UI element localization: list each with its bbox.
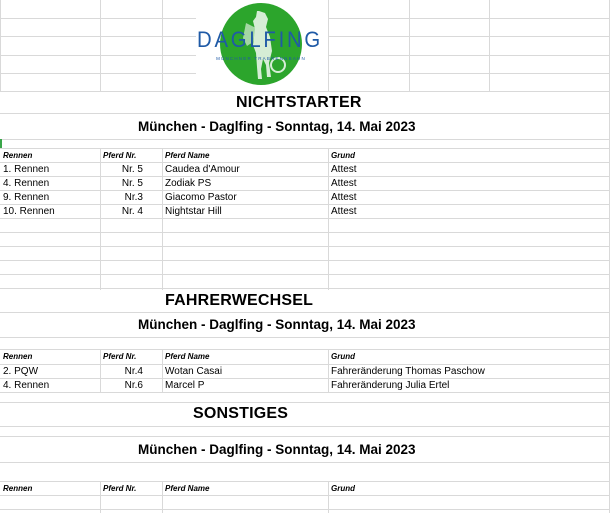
section-subtitle-sonstiges: München - Daglfing - Sonntag, 14. Mai 2023 (138, 442, 416, 457)
cell-grund[interactable]: Attest (331, 164, 357, 175)
section-title-nichtstarter: NICHTSTARTER (236, 94, 362, 111)
col-header-pferd-name: Pferd Name (165, 484, 210, 493)
cell-rennen[interactable]: 2. PQW (3, 366, 39, 377)
col-header-grund: Grund (331, 352, 355, 361)
col-header-pferd-name: Pferd Name (165, 352, 210, 361)
logo-wordmark: DAGLFING (197, 27, 323, 52)
section-title-sonstiges: SONSTIGES (193, 405, 289, 422)
section-subtitle-fahrerwechsel: München - Daglfing - Sonntag, 14. Mai 2023 (138, 317, 416, 332)
col-header-rennen: Rennen (3, 151, 33, 160)
cell-rennen[interactable]: 10. Rennen (3, 206, 55, 217)
col-header-grund: Grund (331, 484, 355, 493)
section-title-fahrerwechsel: FAHRERWECHSEL (165, 292, 314, 309)
cell-pferd-nr[interactable]: Nr.3 (124, 192, 143, 203)
cell-pferd-name[interactable]: Nightstar Hill (165, 206, 222, 217)
daglfing-logo (196, 3, 326, 85)
cell-rennen[interactable]: 9. Rennen (3, 192, 50, 203)
col-header-rennen: Rennen (3, 352, 33, 361)
cell-pferd-name[interactable]: Wotan Casai (165, 366, 223, 377)
cell-pferd-name[interactable]: Marcel P (165, 380, 205, 391)
cell-grund[interactable]: Attest (331, 192, 357, 203)
cell-pferd-nr[interactable]: Nr. 5 (121, 164, 143, 175)
col-header-grund: Grund (331, 151, 355, 160)
col-header-pferd-nr: Pferd Nr. (103, 151, 137, 160)
cell-pferd-name[interactable]: Giacomo Pastor (165, 192, 237, 203)
cell-rennen[interactable]: 4. Rennen (3, 178, 50, 189)
cell-pferd-name[interactable]: Zodiak PS (165, 178, 212, 189)
cell-grund[interactable]: Fahreränderung Julia Ertel (331, 380, 450, 391)
cell-rennen[interactable]: 1. Rennen (3, 164, 50, 175)
col-header-pferd-nr: Pferd Nr. (103, 484, 137, 493)
cell-rennen[interactable]: 4. Rennen (3, 380, 50, 391)
cell-pferd-nr[interactable]: Nr.4 (124, 366, 143, 377)
cell-grund[interactable]: Attest (331, 178, 357, 189)
col-header-rennen: Rennen (3, 484, 33, 493)
logo-subtext: MÜNCHNER TRABRENNBAHN (216, 56, 306, 61)
cell-grund[interactable]: Attest (331, 206, 357, 217)
cell-pferd-nr[interactable]: Nr. 5 (121, 178, 143, 189)
col-header-pferd-name: Pferd Name (165, 151, 210, 160)
col-header-pferd-nr: Pferd Nr. (103, 352, 137, 361)
cell-pferd-nr[interactable]: Nr.6 (124, 380, 143, 391)
cell-pferd-nr[interactable]: Nr. 4 (121, 206, 143, 217)
section-subtitle-nichtstarter: München - Daglfing - Sonntag, 14. Mai 2023 (138, 119, 416, 134)
cell-grund[interactable]: Fahreränderung Thomas Paschow (331, 366, 485, 377)
cell-pferd-name[interactable]: Caudea d'Amour (165, 164, 240, 175)
